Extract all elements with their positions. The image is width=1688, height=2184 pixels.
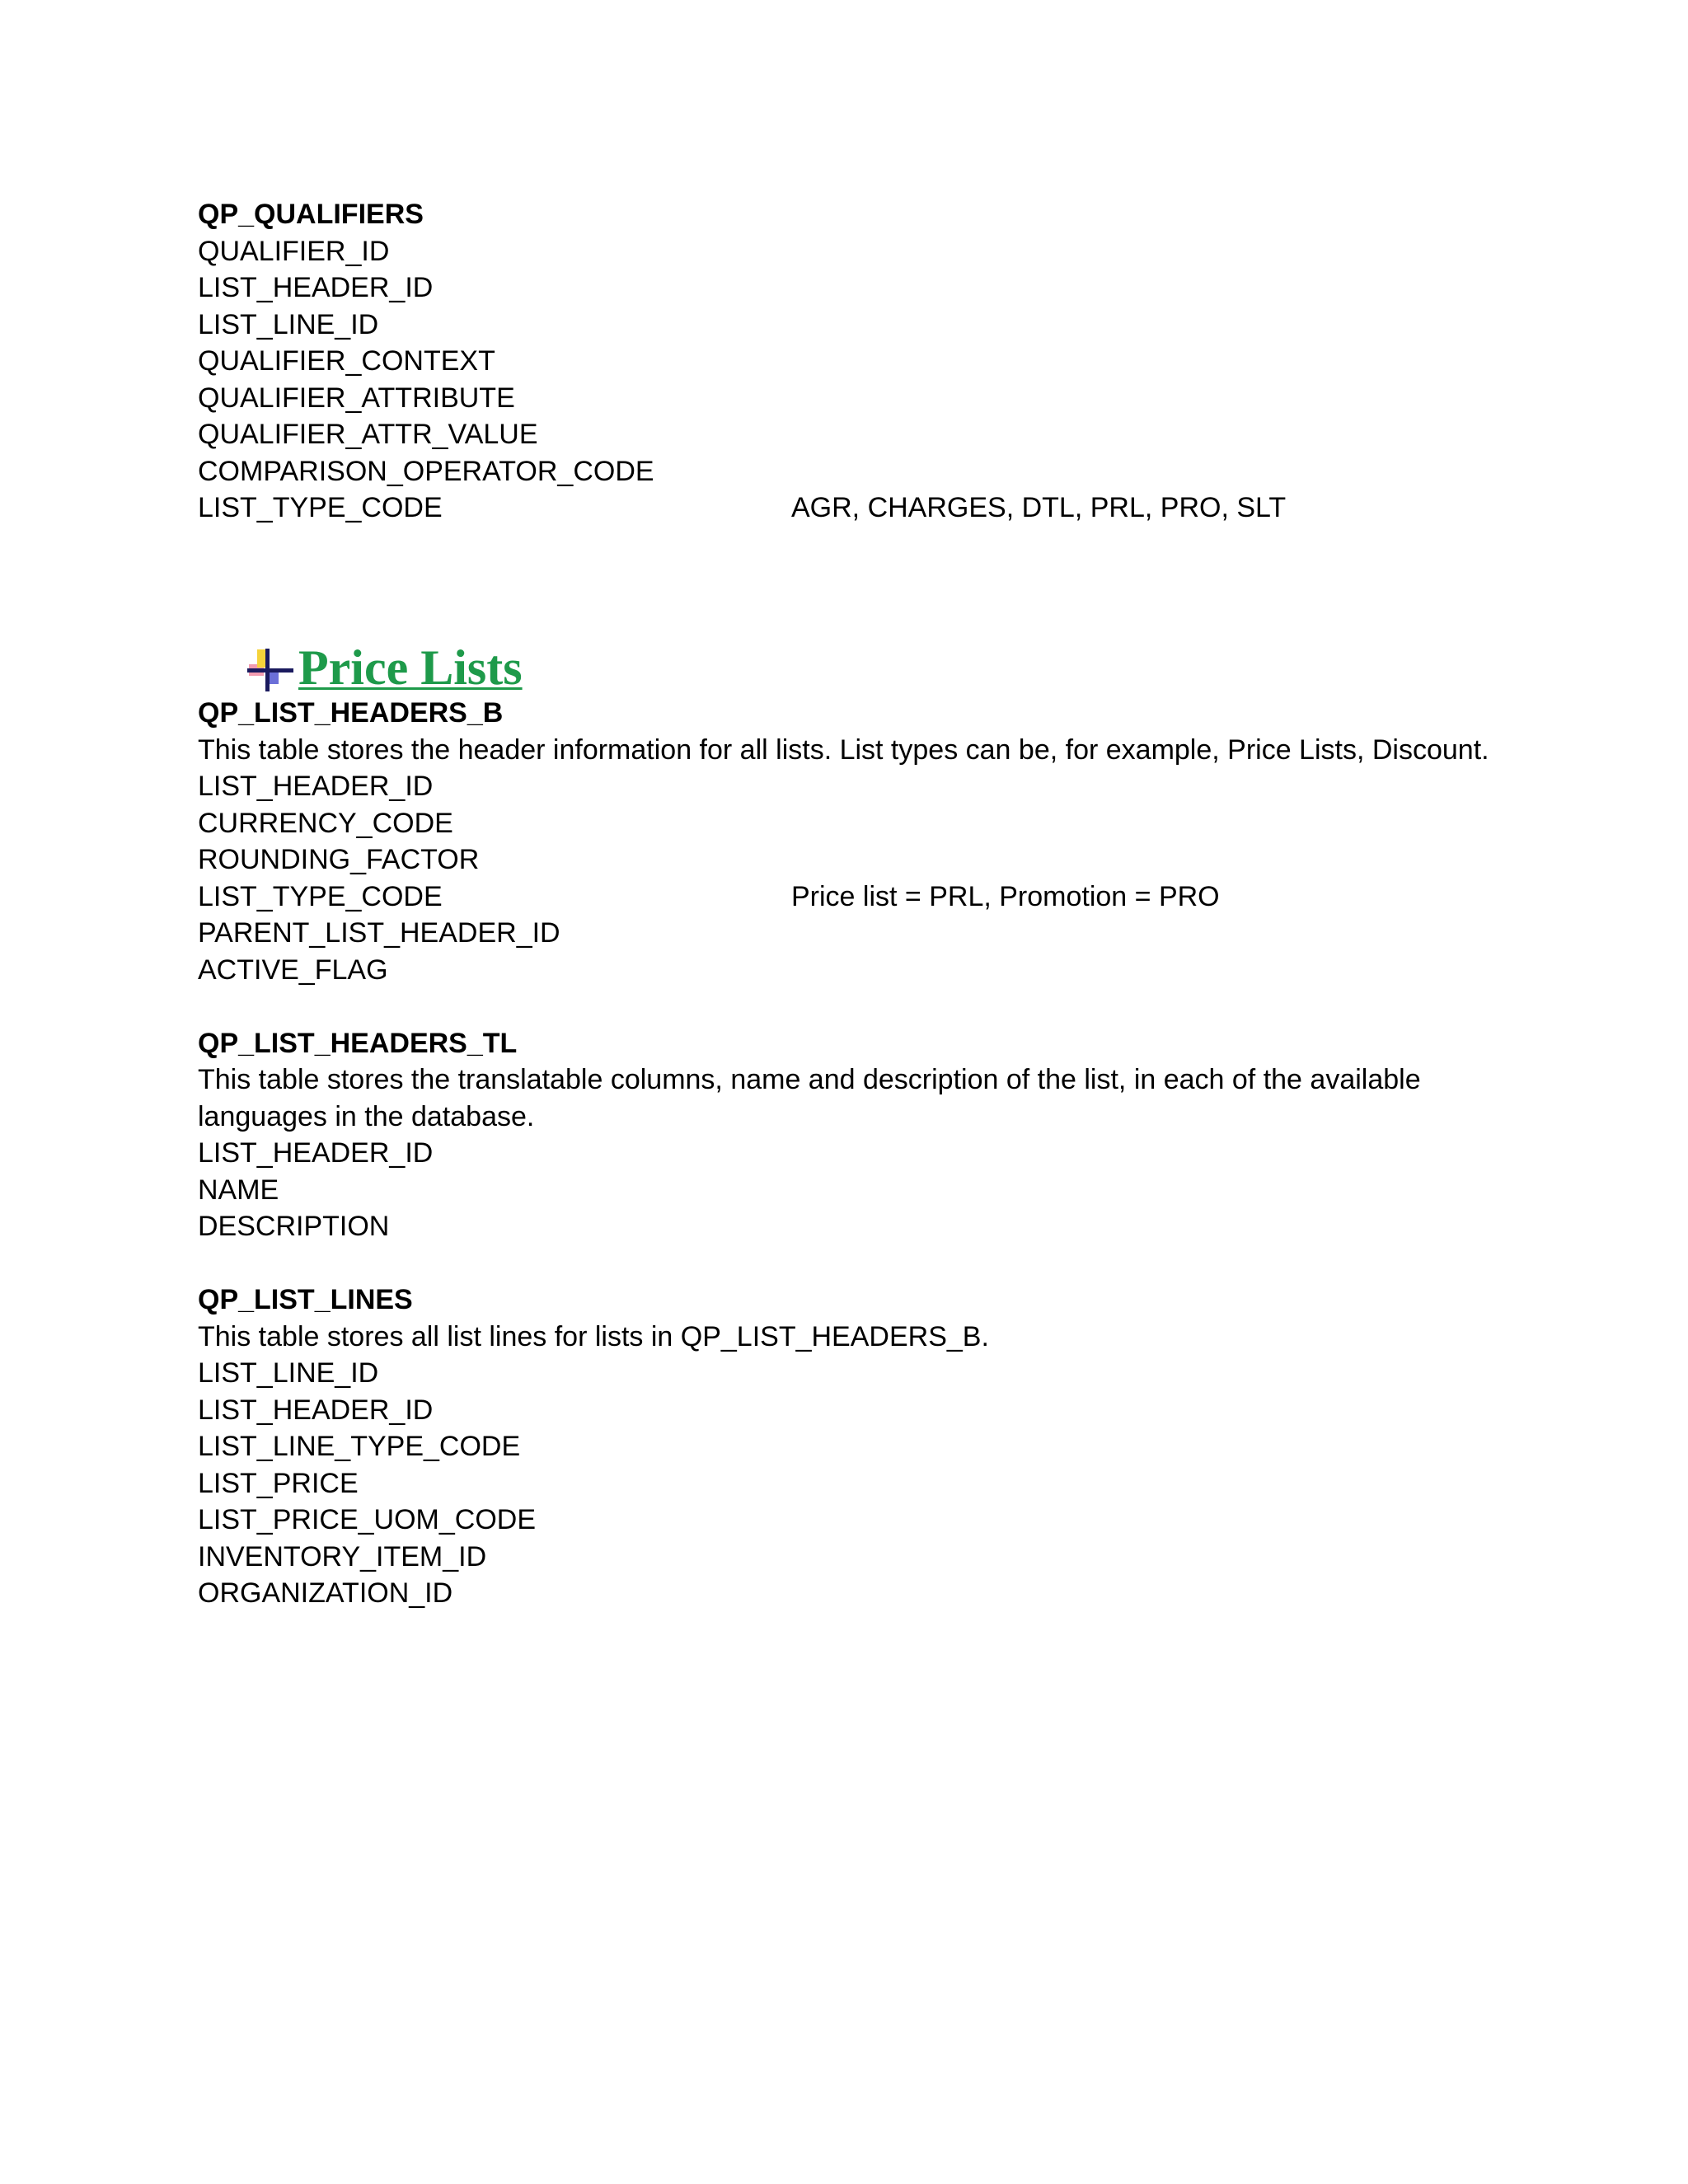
qp-list-lines-column: LIST_HEADER_ID — [198, 1394, 434, 1426]
qp-list-headers-tl-column: LIST_HEADER_ID — [198, 1137, 434, 1169]
qp-list-lines-column: LIST_PRICE_UOM_CODE — [198, 1504, 536, 1535]
qp-list-headers-b-description: This table stores the header information for all lists. List types can be, for example, Price Lists, Discount. — [198, 734, 1489, 766]
qp-list-headers-tl-column: NAME — [198, 1174, 279, 1206]
qp-list-headers-b-column: PARENT_LIST_HEADER_ID — [198, 917, 560, 949]
qp-list-headers-tl-description: This table stores the translatable columns, name and description of the list, in each of the available languages in the database. — [198, 1064, 1421, 1132]
qp-list-lines-title: QP_LIST_LINES — [198, 1284, 413, 1315]
qp-list-headers-tl-title: QP_LIST_HEADERS_TL — [198, 1028, 518, 1059]
qp-list-lines-column: INVENTORY_ITEM_ID — [198, 1541, 487, 1572]
qp-qualifiers-column: QUALIFIER_CONTEXT — [198, 345, 495, 377]
qp-list-headers-b-column: LIST_HEADER_ID — [198, 771, 434, 802]
qp-list-lines-column: LIST_LINE_TYPE_CODE — [198, 1431, 521, 1462]
bullet-cross-icon — [246, 646, 297, 694]
section-title: Price Lists — [298, 640, 523, 695]
qp-qualifiers-column: QUALIFIER_ATTRIBUTE — [198, 382, 515, 414]
qp-qualifiers-list-type-values: AGR, CHARGES, DTL, PRL, PRO, SLT — [791, 492, 1287, 523]
qp-qualifiers-column: COMPARISON_OPERATOR_CODE — [198, 456, 654, 487]
qp-qualifiers-column: QUALIFIER_ID — [198, 236, 390, 267]
qp-list-lines-column: LIST_PRICE — [198, 1468, 359, 1499]
qp-list-headers-b-column: CURRENCY_CODE — [198, 808, 453, 839]
qp-qualifiers-column: LIST_HEADER_ID — [198, 272, 434, 303]
qp-list-headers-b-column: ROUNDING_FACTOR — [198, 844, 480, 875]
price-lists-heading — [246, 636, 523, 694]
qp-qualifiers-column: LIST_TYPE_CODE — [198, 492, 443, 523]
qp-list-headers-b-column: ACTIVE_FLAG — [198, 954, 388, 986]
qp-list-headers-tl-column: DESCRIPTION — [198, 1211, 390, 1242]
qp-qualifiers-title: QP_QUALIFIERS — [198, 199, 424, 230]
qp-list-lines-description: This table stores all list lines for lists in QP_LIST_HEADERS_B. — [198, 1321, 989, 1352]
qp-list-headers-b-list-type-values: Price list = PRL, Promotion = PRO — [791, 881, 1220, 912]
qp-qualifiers-column: QUALIFIER_ATTR_VALUE — [198, 419, 538, 450]
qp-list-headers-b-title: QP_LIST_HEADERS_B — [198, 697, 504, 729]
qp-list-headers-b-column: LIST_TYPE_CODE — [198, 881, 443, 912]
qp-qualifiers-column: LIST_LINE_ID — [198, 309, 379, 340]
qp-list-lines-column: ORGANIZATION_ID — [198, 1577, 453, 1609]
qp-list-lines-column: LIST_LINE_ID — [198, 1357, 379, 1389]
